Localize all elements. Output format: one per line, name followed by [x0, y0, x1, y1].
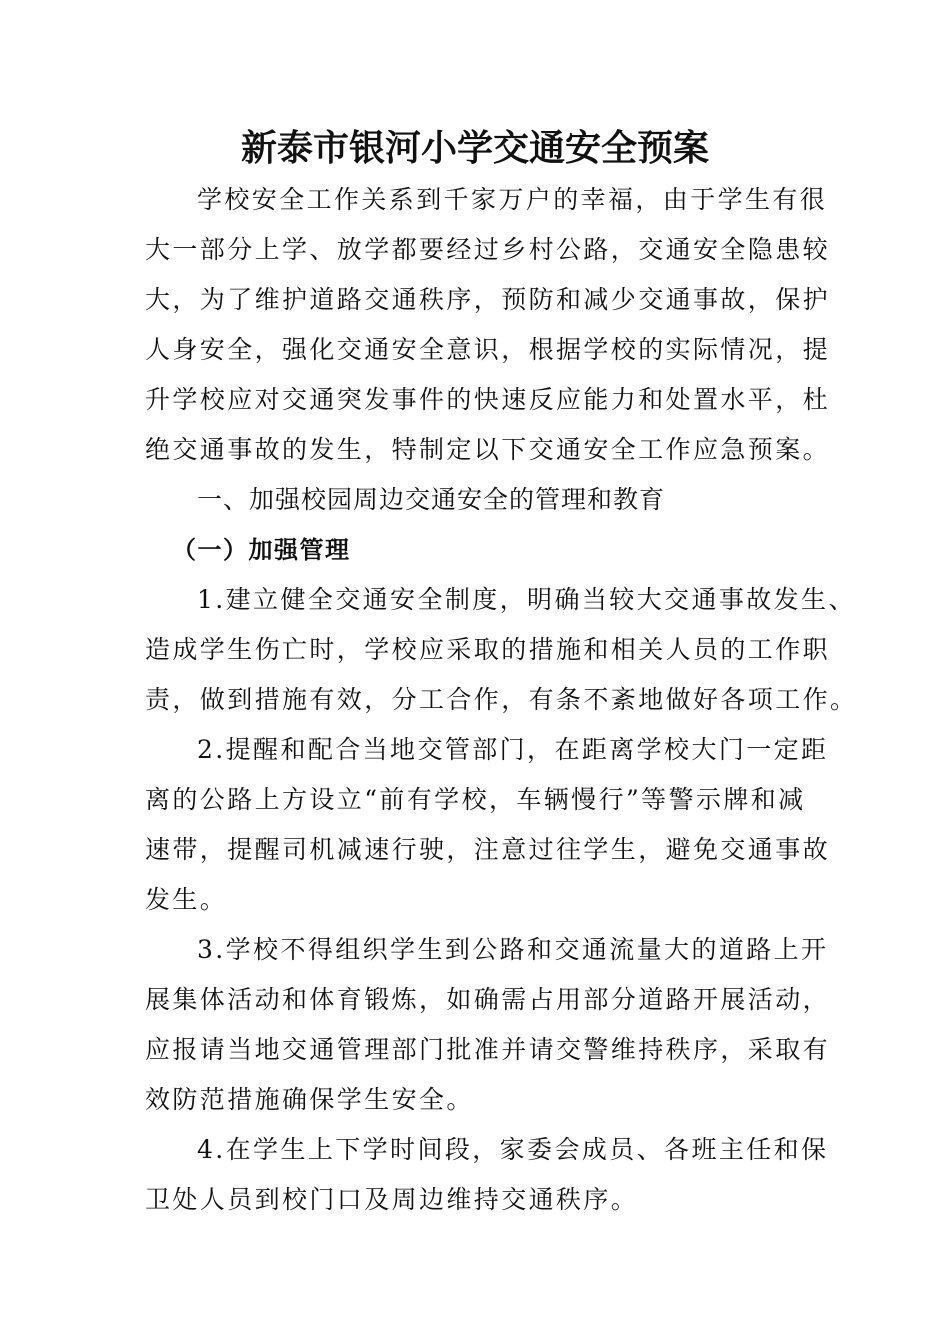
- intro-line: 学校安全工作关系到千家万户的幸福，由于学生有很: [197, 185, 828, 214]
- intro-line: 绝交通事故的发生，特制定以下交通安全工作应急预案。: [145, 435, 831, 464]
- intro-line: 大一部分上学、放学都要经过乡村公路，交通安全隐患较: [145, 235, 831, 264]
- item-line: 发生。: [145, 885, 228, 914]
- intro-line: 人身安全，强化交通安全意识，根据学校的实际情况，提: [145, 335, 831, 364]
- item-line: 2.提醒和配合当地交管部门，在距离学校大门一定距: [197, 735, 829, 764]
- document-title: 新泰市银河小学交通安全预案: [240, 127, 709, 169]
- item-line: 责，做到措施有效，分工合作，有条不紊地做好各项工作。: [145, 685, 858, 714]
- section-heading: 一、加强校园周边交通安全的管理和教育: [197, 485, 666, 514]
- item-line: 离的公路上方设立“前有学校，车辆慢行”等警示牌和减: [145, 785, 806, 814]
- subsection-heading: （一）加强管理: [172, 536, 351, 564]
- intro-line: 升学校应对交通突发事件的快速反应能力和处置水平，杜: [145, 385, 831, 414]
- item-line: 应报请当地交通管理部门批准并请交警维持秩序，采取有: [145, 1035, 831, 1064]
- item-line: 展集体活动和体育锻炼，如确需占用部分道路开展活动，: [145, 985, 831, 1014]
- item-line: 1.建立健全交通安全制度，明确当较大交通事故发生、: [197, 585, 856, 614]
- item-line: 速带，提醒司机减速行驶，注意过往学生，避免交通事故: [145, 835, 831, 864]
- item-line: 3.学校不得组织学生到公路和交通流量大的道路上开: [197, 935, 829, 964]
- item-line: 造成学生伤亡时，学校应采取的措施和相关人员的工作职: [145, 635, 831, 664]
- item-line: 4.在学生上下学时间段，家委会成员、各班主任和保: [197, 1135, 829, 1164]
- item-line: 效防范措施确保学生安全。: [145, 1085, 474, 1114]
- item-line: 卫处人员到校门口及周边维持交通秩序。: [145, 1185, 639, 1214]
- intro-line: 大，为了维护道路交通秩序，预防和减少交通事故，保护: [145, 285, 831, 314]
